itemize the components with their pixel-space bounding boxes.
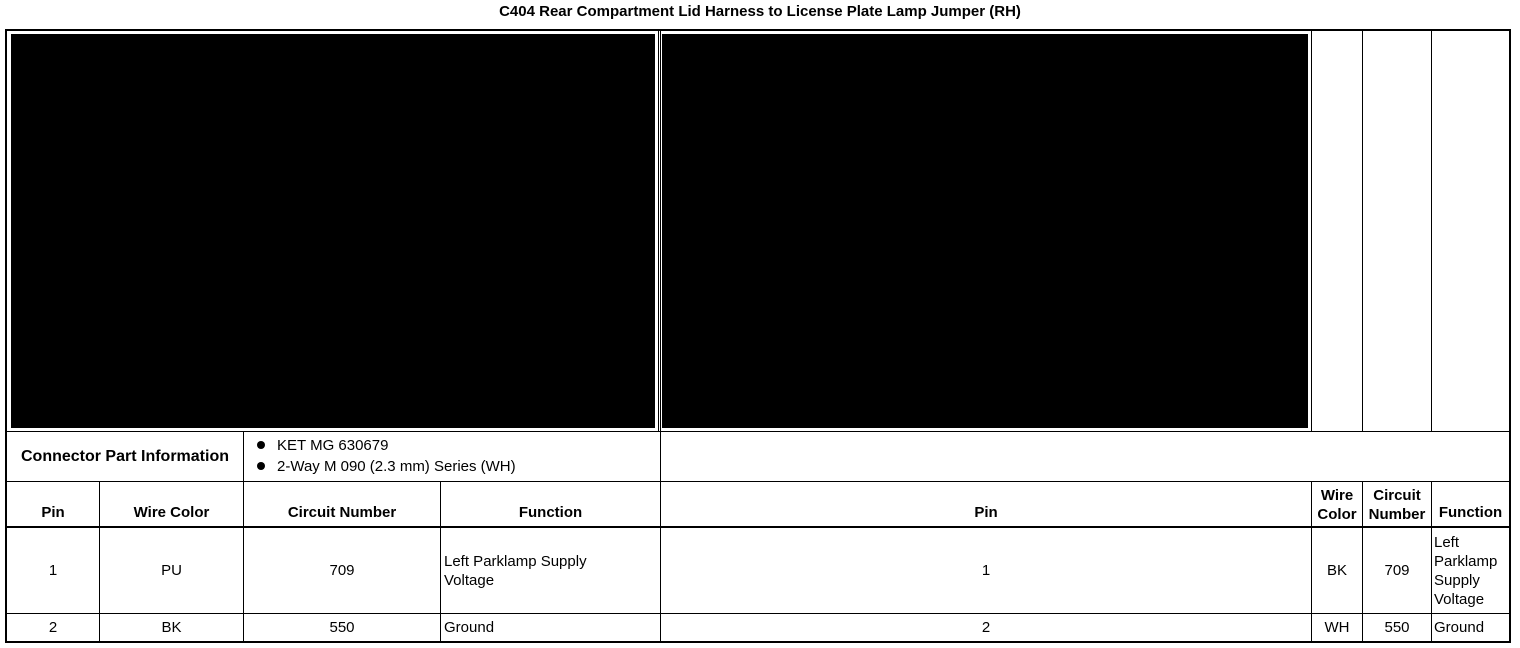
right-header-wire-color: Wire Color [1317,487,1357,523]
connector-part-info-label: Connector Part Information [20,447,229,465]
right-header-pin: Pin [974,504,998,521]
table-row-cell: Ground [444,619,495,636]
table-row-cell: 2 [981,619,991,636]
connector-image-right [662,34,1308,428]
connector-part-item: KET MG 630679 [257,436,388,456]
table-row-cell: 550 [329,619,355,636]
table-row-cell: BK [1326,562,1347,579]
left-header-pin: Pin [41,504,65,521]
left-header-function: Function [518,504,583,521]
right-header-circuit-number: Circuit Number [1368,487,1426,523]
table-row-cell: Left Parklamp Supply Voltage [444,552,587,589]
table-row-cell: 1 [48,562,58,579]
connector-image-left [11,34,655,428]
connector-part-item: 2-Way M 090 (2.3 mm) Series (WH) [257,457,516,477]
table-row-cell: Ground [1434,619,1485,636]
table-row-cell: 1 [981,562,991,579]
left-header-circuit-number: Circuit Number [287,504,397,521]
left-header-wire-color: Wire Color [133,504,210,521]
bullet-icon [257,462,265,470]
table-row-cell: Left Parklamp Supply Voltage [1434,533,1498,608]
right-header-function: Function [1438,504,1503,521]
table-row-cell: 550 [1384,619,1410,636]
bullet-icon [257,441,265,449]
table-row-cell: 709 [329,562,355,579]
table-row-cell: PU [161,562,182,579]
table-row-cell: 2 [48,619,58,636]
page-title: C404 Rear Compartment Lid Harness to License Plate Lamp Jumper (RH) [499,3,1021,20]
table-row-cell: BK [161,619,182,636]
table-row-cell: 709 [1384,562,1410,579]
connector-table [5,29,1511,643]
table-row-cell: WH [1324,619,1350,636]
